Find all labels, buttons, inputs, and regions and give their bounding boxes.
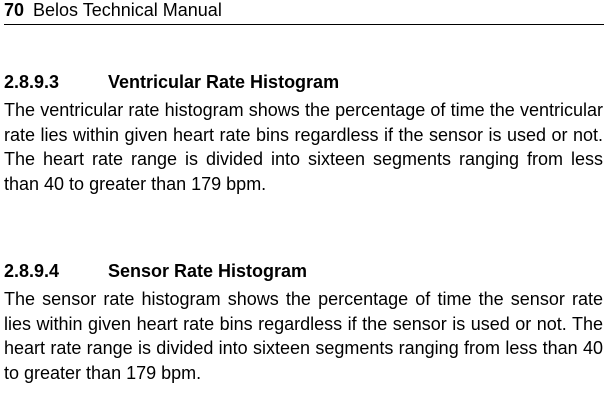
section-body: The ventricular rate histogram shows the percentage of time the ventricular rate lies within given heart rate bins regardless if the sensor is used or not. The heart rate range is divided into sixteen segments ranging from less than 40 to greater than 179 bpm. [4,100,603,194]
section-number: 2.8.9.4 [4,261,60,281]
section-number: 2.8.9.3 [4,72,60,92]
page-header [4,0,604,25]
section-heading [4,259,603,283]
section-sensor-rate-histogram [4,259,603,385]
section-heading [4,70,603,94]
section-body: The sensor rate histogram shows the percentage of time the sensor rate lies within given heart rate bins regardless if the sensor is used or not. The heart rate range is divided into sixteen segments ranging from less than 40 to greater than 179 bpm. [4,289,603,383]
page-number: 70 [4,0,25,20]
section-ventricular-rate-histogram [4,70,603,196]
manual-title: Belos Technical Manual [33,0,222,20]
section-title: Ventricular Rate Histogram [108,72,340,92]
section-title: Sensor Rate Histogram [108,261,308,281]
